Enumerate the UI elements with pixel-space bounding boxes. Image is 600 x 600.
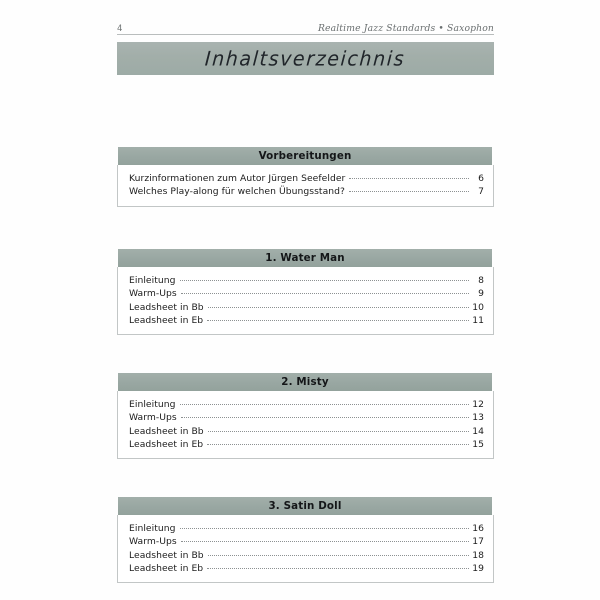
toc-entry[interactable] <box>129 522 484 535</box>
toc-entry-page: 9 <box>478 288 484 300</box>
running-head <box>117 16 494 35</box>
toc-entry-label: Einleitung <box>129 275 176 286</box>
page-number: 4 <box>117 23 123 34</box>
toc-section <box>117 147 494 207</box>
section-title: 1. Water Man <box>265 252 345 264</box>
section-header-band <box>118 373 492 391</box>
toc-leader-dots <box>207 567 469 569</box>
toc-leader-dots <box>180 527 469 529</box>
toc-entry-label: Einleitung <box>129 523 176 534</box>
toc-entry[interactable] <box>129 274 484 287</box>
toc-entry-label: Einleitung <box>129 399 176 410</box>
section-header-band <box>118 497 492 515</box>
toc-entry-page: 8 <box>478 275 484 286</box>
toc-leader-dots <box>181 416 469 418</box>
toc-entry[interactable] <box>129 172 484 185</box>
section-title: 2. Misty <box>281 376 329 388</box>
toc-entry-page: 12 <box>472 399 484 410</box>
toc-entry[interactable] <box>129 549 484 562</box>
toc-leader-dots <box>349 190 469 192</box>
toc-entry-label: Kurzinformationen zum Autor Jürgen Seefelder <box>129 173 346 184</box>
toc-entry-label: Leadsheet in Eb <box>129 562 204 574</box>
toc-entry-page: 16 <box>472 523 484 534</box>
toc-entry[interactable] <box>129 185 484 198</box>
toc-entry-label: Leadsheet in Eb <box>129 314 204 326</box>
toc-section <box>117 373 494 459</box>
toc-leader-dots <box>181 292 469 294</box>
toc-section <box>117 249 494 335</box>
toc-leader-dots <box>207 319 469 321</box>
toc-entry-page: 13 <box>472 412 484 424</box>
toc-entry-page: 18 <box>472 549 484 561</box>
toc-entry[interactable] <box>129 535 484 548</box>
toc-leader-dots <box>181 540 469 542</box>
toc-entry-label: Warm-Ups <box>129 536 177 548</box>
section-header-band <box>118 147 492 165</box>
toc-entry-page: 7 <box>478 186 484 198</box>
toc-leader-dots <box>208 306 469 308</box>
toc-entry-label: Warm-Ups <box>129 412 177 424</box>
toc-entry-page: 14 <box>472 425 484 437</box>
section-entries <box>117 515 494 583</box>
toc-entry-label: Leadsheet in Eb <box>129 438 204 450</box>
toc-leader-dots <box>207 443 469 445</box>
toc-entry-label: Warm-Ups <box>129 288 177 300</box>
section-entries <box>117 165 494 207</box>
page-title-band <box>117 42 494 75</box>
toc-leader-dots <box>180 403 469 405</box>
running-head-title: Realtime Jazz Standards • Saxophon <box>317 22 494 34</box>
toc-entry[interactable] <box>129 398 484 411</box>
toc-leader-dots <box>208 554 469 556</box>
toc-entry[interactable] <box>129 438 484 451</box>
toc-entry-page: 19 <box>472 562 484 574</box>
toc-entry[interactable] <box>129 287 484 300</box>
toc-entry-label: Welches Play-along für welchen Übungsstand? <box>129 186 345 198</box>
toc-entry-page: 10 <box>472 301 484 313</box>
toc-entry-page: 11 <box>472 314 484 326</box>
toc-entry[interactable] <box>129 562 484 575</box>
toc-leader-dots <box>349 177 469 179</box>
toc-section <box>117 497 494 583</box>
toc-entry[interactable] <box>129 301 484 314</box>
section-entries <box>117 267 494 335</box>
section-header-band <box>118 249 492 267</box>
toc-entry[interactable] <box>129 425 484 438</box>
page-title: Inhaltsverzeichnis <box>204 46 407 71</box>
toc-leader-dots <box>208 430 469 432</box>
toc-entry-page: 6 <box>478 173 484 184</box>
section-entries <box>117 391 494 459</box>
toc-leader-dots <box>180 279 469 281</box>
toc-entry-page: 15 <box>472 438 484 450</box>
toc-entry-label: Leadsheet in Bb <box>129 301 204 313</box>
section-title: 3. Satin Doll <box>268 500 342 512</box>
toc-entry[interactable] <box>129 411 484 424</box>
toc-entry-label: Leadsheet in Bb <box>129 549 204 561</box>
toc-entry-page: 17 <box>472 536 484 548</box>
section-title: Vorbereitungen <box>258 150 352 162</box>
toc-entry-label: Leadsheet in Bb <box>129 425 204 437</box>
toc-entry[interactable] <box>129 314 484 327</box>
